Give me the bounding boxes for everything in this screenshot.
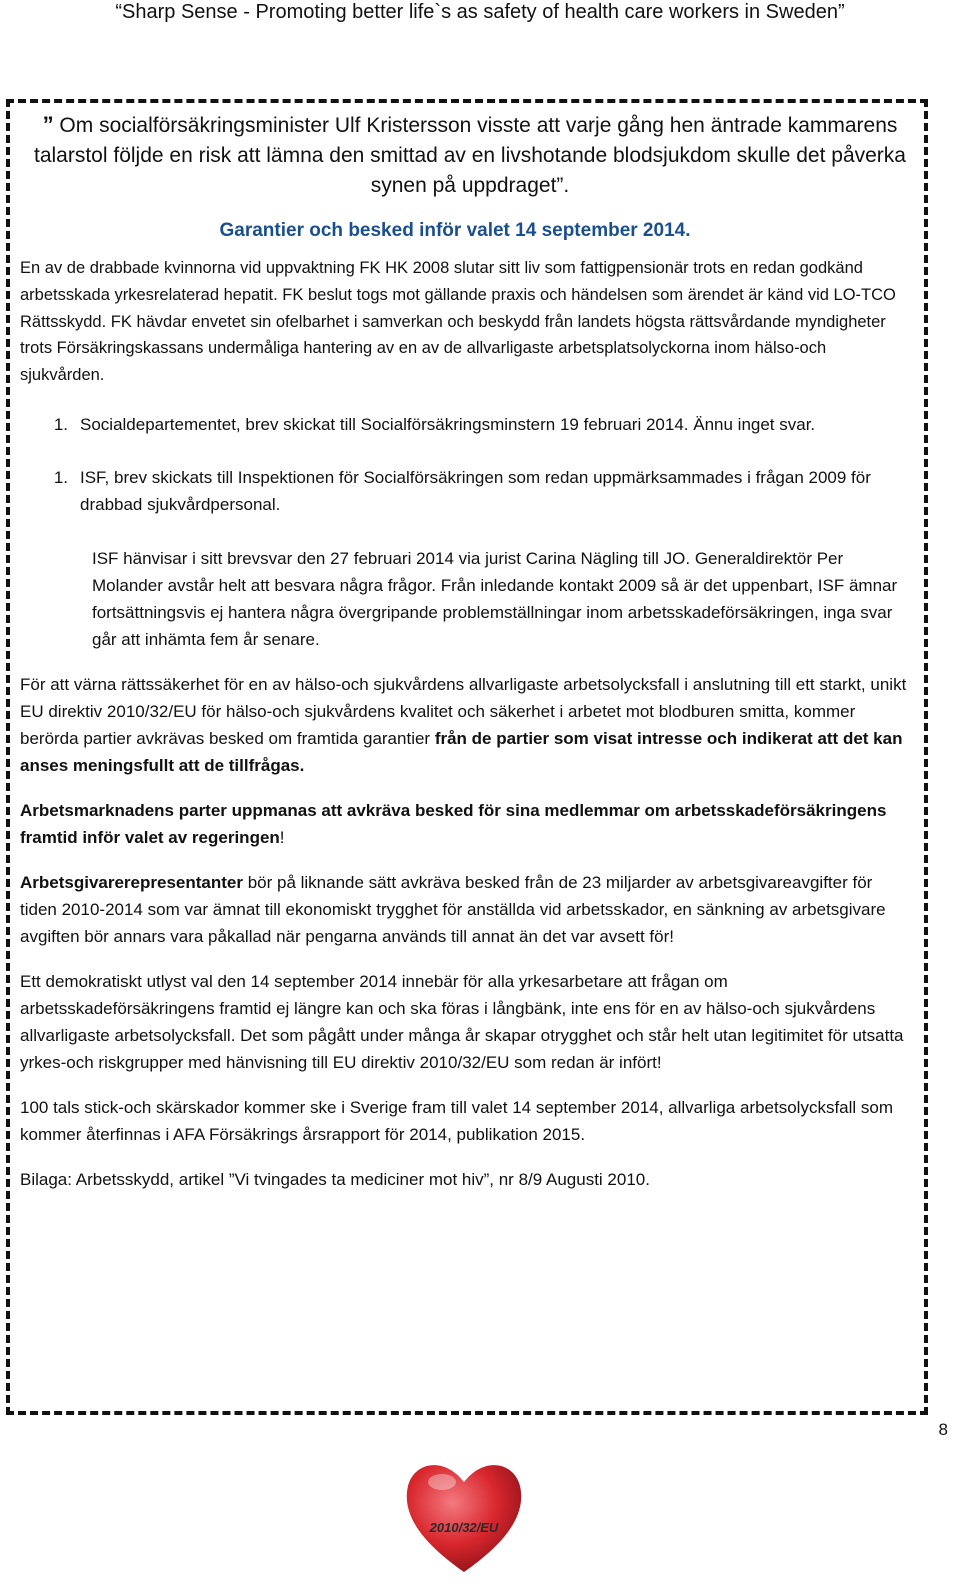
list-text: Socialdepartementet, brev skickat till Socialförsäkringsminstern 19 februari 2014. Ännu inget svar.	[80, 414, 816, 434]
p3-bold: Arbetsgivarerepresentanter	[20, 872, 243, 892]
quote-text: Om socialförsäkringsminister Ulf Kristersson visste att varje gång hen äntrade kammarens talarstol följde en risk att lämna den smittad av en livshotande blodsjukdom skulle det påverka synen på uppdraget”.	[34, 114, 906, 197]
opening-quote	[20, 110, 910, 201]
p3-normal: bör på liknande sätt avkräva besked från de 23 miljarder av arbetsgivareavgifter för tiden 2010-2014 som var ämnat till ekonomiskt trygghet för anställda vid arbetsskador, en sänkning av arbetsgivare avgiften bör annars vara påkallad när pengarna används till annat än det var avsett för!	[20, 872, 886, 946]
quote-mark: ”	[42, 112, 54, 137]
page-number: 8	[938, 1420, 948, 1439]
paragraph-attachment: Bilaga: Arbetsskydd, artikel ”Vi tvingades ta mediciner mot hiv”, nr 8/9 Augusti 2010.	[20, 1169, 650, 1189]
p1-bold: från de partier som visat intresse och indikerat att det kan anses meningsfullt att de tillfrågas.	[20, 728, 903, 775]
paragraph-labour-market	[20, 797, 910, 851]
logo-text: 2010/32/EU	[429, 1520, 499, 1535]
heart-logo	[398, 1448, 530, 1580]
paragraph-employers	[20, 869, 910, 950]
intro-paragraph: En av de drabbade kvinnorna vid uppvaktning FK HK 2008 slutar sitt liv som fattigpensionär trots en redan godkänd arbetsskada yrkesrelaterad hepatit. FK beslut togs mot gällande praxis och händelsen som ärendet är känd vid LO-TCO Rättsskydd. FK hävdar envetet sin ofelbarhet i samverkan och beskydd från landets högsta rättsvårdande myndigheter trots Försäkringskassans undermåliga hantering av en av de allvarligaste arbetsplatsolyckorna inom hälso-och sjukvården.	[20, 259, 896, 385]
list-number: 1.	[53, 467, 68, 487]
letters-list	[20, 411, 910, 518]
paragraph-guarantees	[20, 671, 910, 779]
list-number: 1.	[53, 414, 68, 434]
p2-bold: Arbetsmarknadens parter uppmanas att avkräva besked för sina medlemmar om arbetsskadeförsäkringens framtid inför valet av regeringen	[20, 800, 887, 847]
section-heading: Garantier och besked inför valet 14 september 2014.	[219, 220, 691, 241]
p2-normal: !	[279, 827, 285, 847]
p1-normal: För att värna rättssäkerhet för en av hälso-och sjukvårdens allvarligaste arbetsolycksfall i anslutning till ett starkt, unikt EU direktiv 2010/32/EU för hälso-och sjukvårdens kvalitet och säkerhet i arbetet mot blodburen smitta, kommer berörda partier avkrävas besked om framtida garantier	[20, 674, 907, 748]
paragraph-election: Ett demokratiskt utlyst val den 14 september 2014 innebär för alla yrkesarbetare att frågan om arbetsskadeförsäkringens framtid ej längre kan och ska föras i långbänk, inte ens för en av hälso-och sjukvårdens allvarligaste arbetsolycksfall. Det som pågått under många år skapar otrygghet och står helt utan legitimitet för utsatta yrkes-och riskgrupper med hänvisning till EU direktiv 2010/32/EU som redan är infört!	[20, 971, 904, 1072]
paragraph-injuries: 100 tals stick-och skärskador kommer ske i Sverige fram till valet 14 september 2014, allvarliga arbetsolycksfall som kommer återfinnas i AFA Försäkrings årsrapport för 2014, publikation 2015.	[20, 1097, 894, 1144]
list-item	[20, 464, 910, 518]
isf-reply-paragraph: ISF hänvisar i sitt brevsvar den 27 februari 2014 via jurist Carina Nägling till JO. Generaldirektör Per Molander avstår helt att besvara några frågor. Från inledande kontakt 2009 så är det uppenbart, ISF ämnar fortsättningsvis ej hantera några övergripande problemställningar inom arbetsskadeförsäkringen, inga svar går att inhämta fem år senare.	[92, 548, 898, 649]
list-text: ISF, brev skickats till Inspektionen för Socialförsäkringen som redan uppmärksammades i frågan 2009 för drabbad sjukvårdpersonal.	[80, 467, 871, 514]
page-header: “Sharp Sense - Promoting better life`s as safety of health care workers in Sweden”	[115, 1, 845, 23]
document-body	[20, 110, 910, 1193]
list-item	[20, 411, 910, 438]
